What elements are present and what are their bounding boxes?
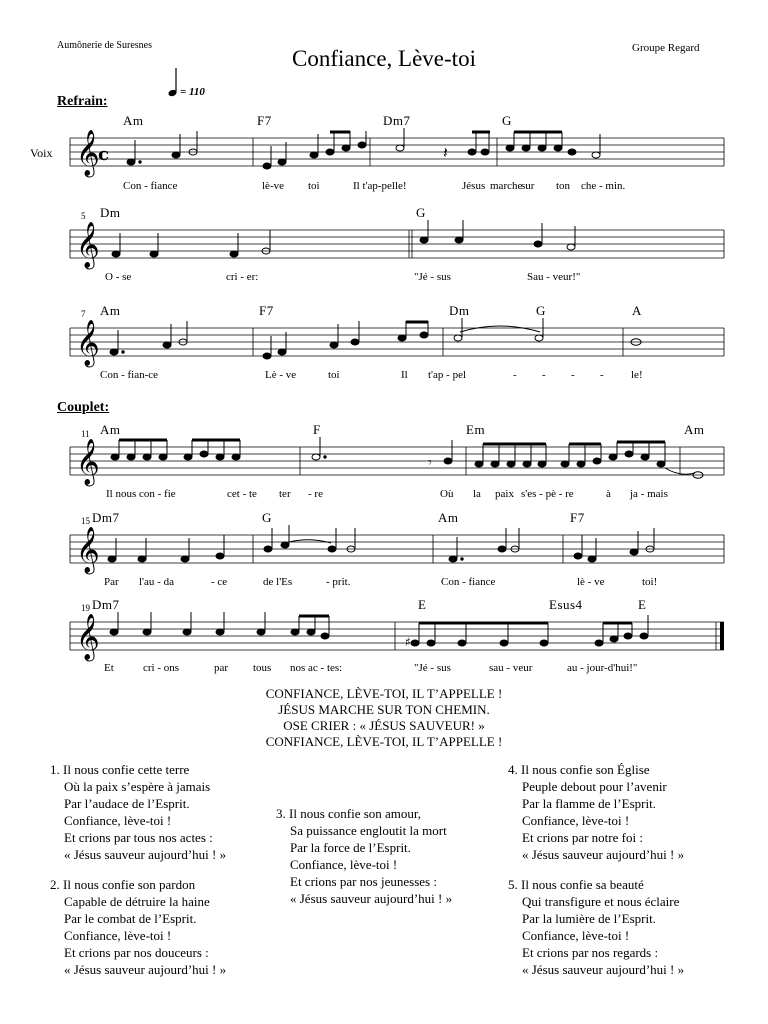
verse-line: Par la lumière de l’Esprit. bbox=[522, 911, 656, 926]
refrain-label: Refrain: bbox=[57, 94, 108, 109]
lyric-syllable: Et bbox=[104, 662, 114, 674]
verse-line: Peuple debout pour l’avenir bbox=[522, 779, 667, 794]
lyric-syllable: la bbox=[473, 488, 481, 500]
lyric-syllable: cet - te bbox=[227, 488, 257, 500]
verse-line: « Jésus sauveur aujourd’hui ! » bbox=[64, 962, 227, 977]
verse-line: « Jésus sauveur aujourd’hui ! » bbox=[64, 847, 227, 862]
lyric-syllable: Con - fian-ce bbox=[100, 369, 159, 381]
verse-number: 3. bbox=[276, 806, 286, 821]
lyric-syllable: lè - ve bbox=[577, 576, 605, 588]
lyric-syllable: - prit. bbox=[326, 576, 351, 588]
lyric-syllable: toi bbox=[308, 180, 320, 192]
lyric-syllable: - bbox=[513, 369, 517, 381]
chord-symbol: Dm bbox=[100, 205, 121, 220]
lyric-syllable: Il bbox=[401, 369, 408, 381]
refrain-line: CONFIANCE, LÈVE-TOI, IL T’APPELLE ! bbox=[265, 686, 503, 701]
svg-text:♯: ♯ bbox=[405, 635, 411, 649]
chord-symbol: Am bbox=[123, 113, 144, 128]
chord-symbol: F7 bbox=[257, 113, 272, 128]
verse-3 bbox=[276, 805, 452, 907]
lyric-syllable: au - jour-d'hui!" bbox=[567, 662, 638, 674]
lyric-syllable: Où bbox=[440, 488, 454, 500]
verse-2 bbox=[50, 876, 226, 978]
lyric-syllable: - bbox=[571, 369, 575, 381]
lyric-syllable: lè-ve bbox=[262, 180, 284, 192]
chord-symbol: Dm7 bbox=[92, 510, 120, 525]
verse-number: 5. bbox=[508, 877, 518, 892]
lyric-syllable: Con - fiance bbox=[123, 180, 178, 192]
lyric-syllable: l'au - da bbox=[139, 576, 174, 588]
lyric-syllable: - re bbox=[308, 488, 323, 500]
chord-symbol: Em bbox=[466, 422, 486, 437]
verse-line: Par la flamme de l’Esprit. bbox=[522, 796, 656, 811]
lyric-syllable: "Jé - sus bbox=[414, 271, 451, 283]
refrain-text-block bbox=[0, 686, 768, 750]
chord-symbol: F bbox=[313, 422, 321, 437]
lyric-syllable: Il nous con - fie bbox=[106, 488, 176, 500]
chord-symbol: Am bbox=[100, 303, 121, 318]
chord-symbol: E bbox=[638, 597, 647, 612]
header-right: Groupe Regard bbox=[632, 42, 700, 54]
lyric-syllable: "Jé - sus bbox=[414, 662, 451, 674]
measure-number: 5 bbox=[81, 211, 86, 221]
verse-line: Par le combat de l’Esprit. bbox=[64, 911, 197, 926]
verse-line: Et crions par nos douceurs : bbox=[64, 945, 209, 960]
chord-symbol: Dm7 bbox=[92, 597, 120, 612]
lyric-syllable: Sau - veur!" bbox=[527, 271, 581, 283]
measure-number: 7 bbox=[81, 309, 86, 319]
couplet-label: Couplet: bbox=[57, 400, 110, 415]
measure-number: 19 bbox=[81, 603, 90, 613]
verse-line: Et crions par nos regards : bbox=[522, 945, 659, 960]
verse-line: « Jésus sauveur aujourd’hui ! » bbox=[522, 847, 685, 862]
verse-line: « Jésus sauveur aujourd’hui ! » bbox=[522, 962, 685, 977]
lyric-syllable: paix bbox=[495, 488, 514, 500]
lyric-syllable: toi bbox=[328, 369, 340, 381]
treble-clef-icon: 𝄞 bbox=[76, 527, 100, 573]
lyric-syllable: t'ap - pel bbox=[428, 369, 467, 381]
chord-symbol: F7 bbox=[570, 510, 585, 525]
lyric-syllable: - ce bbox=[211, 576, 228, 588]
svg-text:𝄽: 𝄽 bbox=[443, 143, 448, 162]
verse-line: Confiance, lève-toi ! bbox=[522, 813, 630, 828]
lyric-syllable: à bbox=[606, 488, 611, 500]
lyric-syllable: ter bbox=[279, 488, 291, 500]
verse-line: Par l’audace de l’Esprit. bbox=[64, 796, 190, 811]
chord-symbol: G bbox=[536, 303, 546, 318]
treble-clef-icon: 𝄞 bbox=[76, 130, 100, 176]
tempo-marking: = 110 bbox=[180, 86, 205, 98]
verse-line: Confiance, lève-toi ! bbox=[64, 928, 172, 943]
verse-5 bbox=[508, 876, 684, 978]
lyric-syllable: le! bbox=[631, 369, 643, 381]
lyric-syllable: nos ac - tes: bbox=[290, 662, 343, 674]
verse-line: Qui transfigure et nous éclaire bbox=[522, 894, 680, 909]
lyric-syllable: Con - fiance bbox=[441, 576, 496, 588]
lyric-syllable: sau - veur bbox=[489, 662, 533, 674]
chord-symbol: A bbox=[632, 303, 642, 318]
lyric-syllable: O - se bbox=[105, 271, 132, 283]
refrain-line: JÉSUS MARCHE SUR TON CHEMIN. bbox=[278, 702, 490, 717]
lyric-syllable: toi! bbox=[642, 576, 658, 588]
lyric-syllable: ton bbox=[556, 180, 571, 192]
lyric-syllable: cri - er: bbox=[226, 271, 259, 283]
verse-line: Il nous confie son amour, bbox=[289, 806, 421, 821]
lyric-syllable: marche bbox=[490, 180, 523, 192]
lyric-syllable: tous bbox=[253, 662, 272, 674]
lyric-syllable: Jésus bbox=[462, 180, 486, 192]
lyric-syllable: de l'Es bbox=[263, 576, 293, 588]
verse-line: Où la paix s’espère à jamais bbox=[64, 779, 211, 794]
verse-line: Confiance, lève-toi ! bbox=[522, 928, 630, 943]
verse-line: Et crions par notre foi : bbox=[522, 830, 643, 845]
lyric-syllable: Par bbox=[104, 576, 119, 588]
lyric-syllable: che - min. bbox=[581, 180, 626, 192]
verse-line: Il nous confie sa beauté bbox=[521, 877, 644, 892]
chord-symbol: G bbox=[262, 510, 272, 525]
lyric-syllable: Il t'ap-pelle! bbox=[353, 180, 407, 192]
verse-line: Capable de détruire la haine bbox=[64, 894, 210, 909]
lyric-syllable: Lè - ve bbox=[265, 369, 297, 381]
chord-symbol: F7 bbox=[259, 303, 274, 318]
verse-line: Il nous confie son pardon bbox=[63, 877, 196, 892]
music-staff bbox=[0, 612, 768, 672]
refrain-line: CONFIANCE, LÈVE-TOI, IL T’APPELLE ! bbox=[265, 734, 503, 749]
treble-clef-icon: 𝄞 bbox=[76, 222, 100, 268]
lyric-syllable: par bbox=[214, 662, 229, 674]
svg-text:𝄾: 𝄾 bbox=[428, 455, 432, 471]
chord-symbol: G bbox=[502, 113, 512, 128]
music-staff bbox=[0, 128, 768, 188]
verse-number: 2. bbox=[50, 877, 60, 892]
verse-line: Et crions par tous nos actes : bbox=[64, 830, 213, 845]
chord-symbol: Am bbox=[100, 422, 121, 437]
verse-line: Confiance, lève-toi ! bbox=[64, 813, 172, 828]
chord-symbol: Am bbox=[684, 422, 705, 437]
verse-line: Et crions par nos jeunesses : bbox=[290, 874, 437, 889]
treble-clef-icon: 𝄞 bbox=[76, 614, 100, 660]
chord-symbol: G bbox=[416, 205, 426, 220]
chord-symbol: Dm7 bbox=[383, 113, 411, 128]
svg-text:c: c bbox=[98, 144, 109, 165]
verse-line: Sa puissance engloutit la mort bbox=[290, 823, 447, 838]
measure-number: 15 bbox=[81, 516, 90, 526]
page-title: Confiance, Lève-toi bbox=[292, 46, 476, 71]
lyric-syllable: cri - ons bbox=[143, 662, 180, 674]
lyric-syllable: s'es - pè - re bbox=[521, 488, 574, 500]
verse-number: 4. bbox=[508, 762, 518, 777]
verse-4 bbox=[508, 761, 684, 863]
refrain-line: OSE CRIER : « JÉSUS SAUVEUR! » bbox=[283, 718, 485, 733]
verse-line: « Jésus sauveur aujourd’hui ! » bbox=[290, 891, 453, 906]
treble-clef-icon: 𝄞 bbox=[76, 439, 100, 485]
voix-label: Voix bbox=[30, 146, 53, 160]
lyric-syllable: - bbox=[542, 369, 546, 381]
lyric-syllable: - bbox=[600, 369, 604, 381]
verse-number: 1. bbox=[50, 762, 60, 777]
chord-symbol: Dm bbox=[449, 303, 470, 318]
header-left: Aumônerie de Suresnes bbox=[57, 40, 152, 51]
lyric-syllable: sur bbox=[521, 180, 535, 192]
lyric-syllable: ja - mais bbox=[630, 488, 668, 500]
chord-symbol: Am bbox=[438, 510, 459, 525]
verse-line: Il nous confie son Église bbox=[521, 762, 650, 777]
verse-line: Confiance, lève-toi ! bbox=[290, 857, 398, 872]
verse-line: Il nous confie cette terre bbox=[63, 762, 190, 777]
treble-clef-icon: 𝄞 bbox=[76, 320, 100, 366]
chord-symbol: E bbox=[418, 597, 427, 612]
verse-1 bbox=[50, 761, 226, 863]
verse-line: Par la force de l’Esprit. bbox=[290, 840, 411, 855]
measure-number: 11 bbox=[81, 429, 90, 439]
chord-symbol: Esus4 bbox=[549, 597, 583, 612]
